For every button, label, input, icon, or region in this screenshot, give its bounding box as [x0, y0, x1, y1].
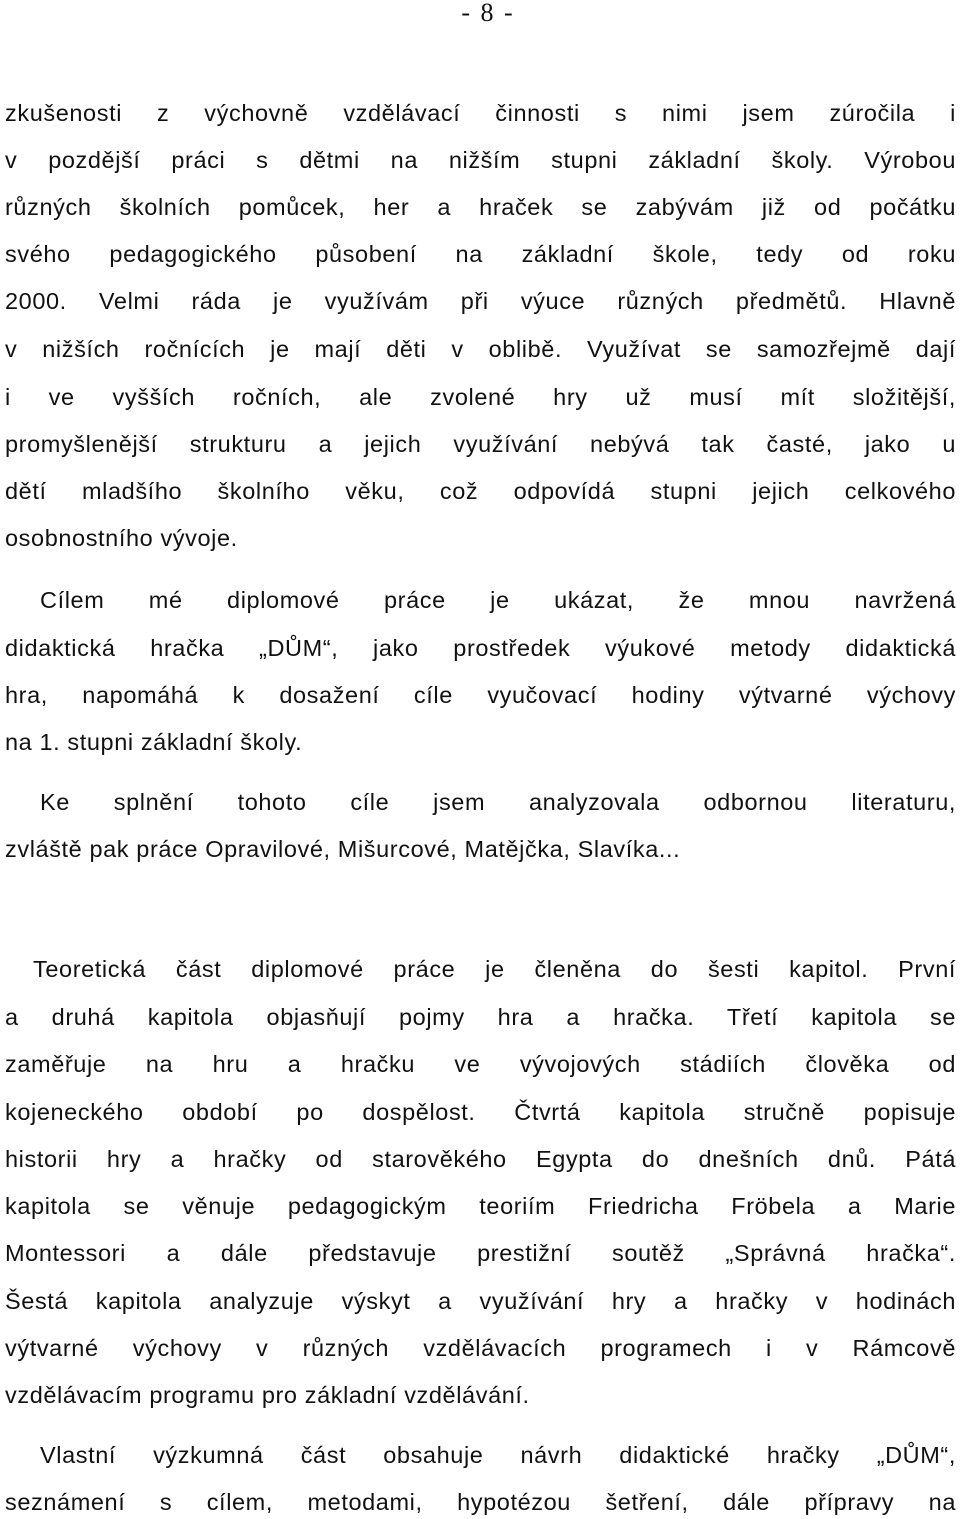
text-line: zvláště pak práce Opravilové, Mišurcové, Matějčka, Slavíka...	[5, 836, 681, 862]
text-line: svého pedagogického působení na základní škole, tedy od roku	[5, 241, 956, 267]
text-line: výtvarné výchovy v různých vzdělávacích programech i v Rámcově	[5, 1335, 956, 1361]
text-line: promyšlenější strukturu a jejich využívání nebývá tak časté, jako u	[5, 431, 956, 457]
text-line: Ke splnění tohoto cíle jsem analyzovala odbornou literaturu,	[40, 789, 956, 815]
text-line: kapitola se věnuje pedagogickým teoriím Friedricha Fröbela a Marie	[5, 1193, 956, 1219]
text-line: didaktická hračka „DŮM“, jako prostředek výukové metody didaktická	[5, 635, 956, 661]
text-line: 2000. Velmi ráda je využívám při výuce různých předmětů. Hlavně	[5, 288, 956, 314]
text-line: zaměřuje na hru a hračku ve vývojových stádiích člověka od	[5, 1051, 956, 1077]
text-line: i ve vyšších ročních, ale zvolené hry už musí mít složitější,	[5, 384, 956, 410]
text-line: Montessori a dále představuje prestižní soutěž „Správná hračka“.	[5, 1240, 956, 1266]
text-line: zkušenosti z výchovně vzdělávací činnosti s nimi jsem zúročila i	[5, 100, 956, 126]
text-line: hra, napomáhá k dosažení cíle vyučovací hodiny výtvarné výchovy	[5, 682, 956, 708]
text-line: Šestá kapitola analyzuje výskyt a využívání hry a hračky v hodinách	[5, 1288, 956, 1314]
text-line: historii hry a hračky od starověkého Egypta do dnešních dnů. Pátá	[5, 1146, 956, 1172]
text-line: v nižších ročnících je mají děti v oblibě. Využívat se samozřejmě dají	[5, 336, 956, 362]
text-line: na 1. stupni základní školy.	[5, 729, 303, 755]
page-number: - 8 -	[461, 0, 515, 27]
text-line: Cílem mé diplomové práce je ukázat, že mnou navržená	[40, 587, 956, 613]
text-line: dětí mladšího školního věku, což odpovídá stupni jejich celkového	[5, 478, 956, 504]
text-line: různých školních pomůcek, her a hraček se zabývám již od počátku	[5, 194, 956, 220]
text-line: seznámení s cílem, metodami, hypotézou šetření, dále přípravy na	[5, 1489, 956, 1515]
text-line: Vlastní výzkumná část obsahuje návrh didaktické hračky „DŮM“,	[40, 1442, 956, 1468]
text-line: v pozdější práci s dětmi na nižším stupni základní školy. Výrobou	[5, 147, 956, 173]
text-line: kojeneckého období po dospělost. Čtvrtá kapitola stručně popisuje	[5, 1099, 956, 1125]
text-line: vzdělávacím programu pro základní vzdělávání.	[5, 1382, 530, 1408]
text-line: osobnostního vývoje.	[5, 525, 238, 551]
text-line: Teoretická část diplomové práce je členěna do šesti kapitol. První	[33, 956, 956, 982]
text-line: a druhá kapitola objasňují pojmy hra a hračka. Třetí kapitola se	[5, 1004, 956, 1030]
